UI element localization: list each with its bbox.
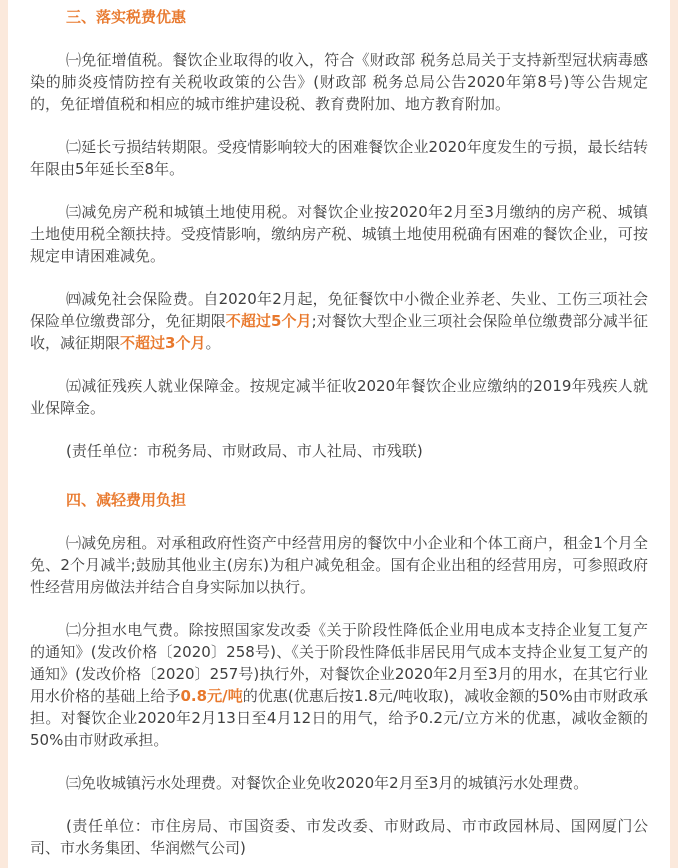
paragraph-loss-carryover: ㈡延长亏损结转期限。受疫情影响较大的困难餐饮企业2020年度发生的亏损，最长结转年限由5年延长至8年。 (30, 138, 648, 178)
paragraph-rent-reduction: ㈠减免房租。对承租政府性资产中经营用房的餐饮中小企业和个体工商户，租金1个月全免、2个月减半;鼓励其他业主(房东)为租户减免租金。国有企业出租的经营用房，可参照政府性经营用房做法并结合自身实际加以执行。 (30, 534, 648, 596)
decorative-frame-right (670, 0, 678, 868)
paragraph-disability-fund: ㈤减征残疾人就业保障金。按规定减半征收2020年餐饮企业应缴纳的2019年残疾人就业保障金。 (30, 377, 648, 417)
section-heading-3: 三、落实税费优惠 (66, 8, 187, 26)
decorative-frame-left (0, 0, 8, 868)
paragraph-utilities (30, 619, 648, 751)
text-segment: ㈡分担水电气费。除按照国家发改委《关于阶段性降低企业用电成本支持企业复工复产的通知》(发改价格〔2020〕258号)、《关于阶段性降低非居民用气成本支持企业复工复产的通知》(发改价格〔2020〕257号)执行外，对餐饮企业2020年2月至3月的用水，在其它行业用水价格的基础上给予 (30, 621, 648, 705)
paragraph-vat-exemption: ㈠免征增值税。餐饮企业取得的收入，符合《财政部 税务总局关于支持新型冠状病毒感染的肺炎疫情防控有关税收政策的公告》(财政部 税务总局公告2020年第8号)等公告规定的，免征增值税和相应的城市维护建设税、教育费附加、地方教育附加。 (30, 51, 648, 113)
highlight-five-months: 不超过5个月 (225, 312, 312, 330)
paragraph-property-tax: ㈢减免房产税和城镇土地使用税。对餐饮企业按2020年2月至3月缴纳的房产税、城镇土地使用税全额扶持。受疫情影响，缴纳房产税、城镇土地使用税确有困难的餐饮企业，可按规定申请困难减免。 (30, 203, 648, 265)
highlight-water-discount: 0.8元/吨 (180, 687, 243, 705)
responsible-units-4: (责任单位：市住房局、市国资委、市发改委、市财政局、市市政园林局、国网厦门公司、市水务集团、华润燃气公司) (30, 817, 648, 857)
text-segment: 的优惠(优惠后按1.8元/吨收取)，减收金额的50%由市财政承担。对餐饮企业2020年2月13日至4月12日的用气，给予0.2元/立方米的优惠，减收金额的50%由市财政承担。 (30, 687, 648, 749)
responsible-units-3: (责任单位：市税务局、市财政局、市人社局、市残联) (66, 442, 423, 460)
text-segment: 。 (205, 334, 221, 352)
paragraph-sewage-fee: ㈢免收城镇污水处理费。对餐饮企业免收2020年2月至3月的城镇污水处理费。 (66, 774, 589, 792)
article-body (30, 0, 648, 859)
section-heading-4: 四、减轻费用负担 (66, 491, 187, 509)
text-segment: ㈣减免社会保险费。自2020年2月起，免征餐饮中小微企业养老、失业、工伤三项社会保险单位缴费部分，免征期限 (30, 290, 648, 330)
paragraph-social-insurance (30, 288, 648, 354)
highlight-three-months: 不超过3个月 (120, 334, 206, 352)
text-segment: ;对餐饮大型企业三项社会保险单位缴费部分减半征收，减征期限 (30, 312, 648, 352)
